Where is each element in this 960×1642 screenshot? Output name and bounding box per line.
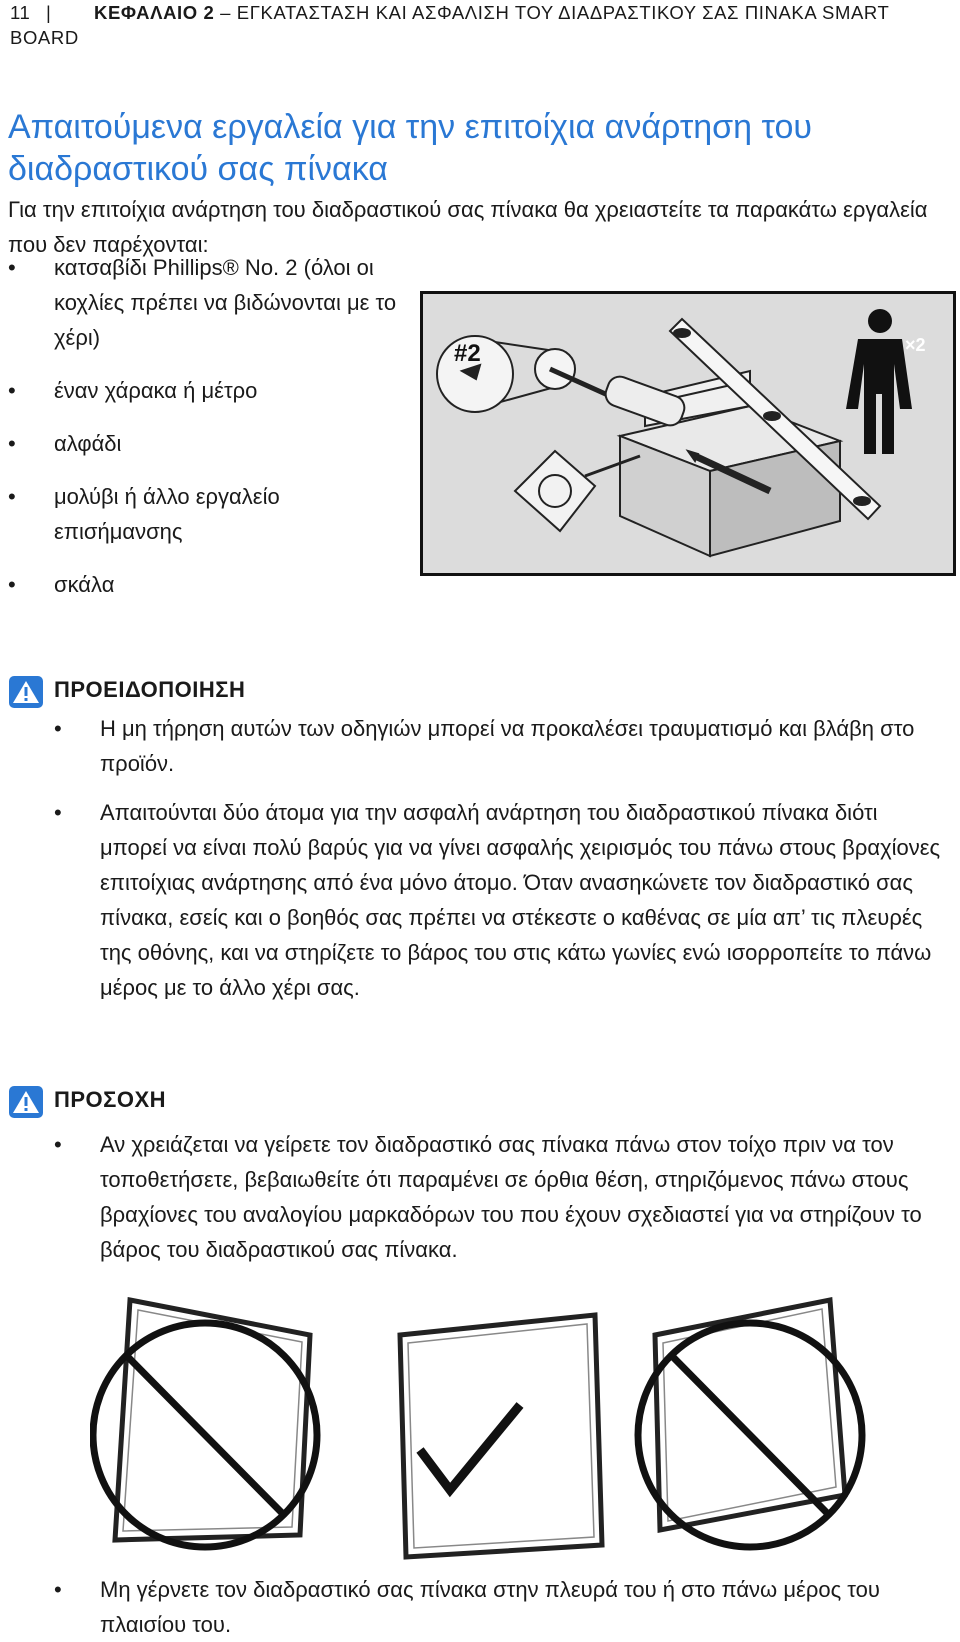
section-intro: Για την επιτοίχια ανάρτηση του διαδραστικού σας πίνακα θα χρειαστείτε τα παρακάτω εργαλεία που δεν παρέχονται: xyxy=(8,197,928,257)
people-count-label: ×2 xyxy=(905,335,926,355)
caution-icon xyxy=(8,1085,44,1119)
tool-text: κατσαβίδι Phillips® No. 2 (όλοι οι κοχλίες πρέπει να βιδώνονται με το χέρι) xyxy=(54,255,397,350)
header-separator: | xyxy=(46,2,52,23)
tool-text: αλφάδι xyxy=(54,431,122,456)
list-item xyxy=(8,1127,950,1267)
list-item xyxy=(8,567,408,602)
chapter-label: ΚΕΦΑΛΑΙΟ 2 xyxy=(94,2,215,23)
caution-text: Αν χρειάζεται να γείρετε τον διαδραστικό σας πίνακα πάνω στον τοίχο πριν να τον τοποθετήσετε, βεβαιωθείτε ότι παραμένει σε όρθια θέση, στηριζόμενος πάνω στους βραχίονες του αναλογίου μαρκαδόρων του που έχουν σχεδιαστεί για να στηρίζουν το βάρος του διαδραστικού σας πίνακα. xyxy=(100,1132,922,1262)
screwdriver-size-label: #2 xyxy=(454,340,481,367)
bullet: • xyxy=(54,1132,62,1157)
warning-icon xyxy=(8,675,44,709)
warning-list xyxy=(8,711,950,1019)
board-upright-figure xyxy=(400,1315,602,1557)
board-tilted-side-figure xyxy=(93,1300,317,1547)
list-item xyxy=(8,1572,950,1642)
bullet: • xyxy=(8,572,16,597)
tool-text: μολύβι ή άλλο εργαλείο επισήμανσης xyxy=(54,484,280,544)
warning-text: Απαιτούνται δύο άτομα για την ασφαλή ανάρτηση του διαδραστικού πίνακα διότι μπορεί να είναι πολύ βαρύς για να γίνει ασφαλής χειρισμός του πάνω στους βραχίονες επιτοίχιας ανάρτησης από ένα μόνο άτομο. Όταν ανασηκώνετε τον διαδραστικό σας πίνακα, εσείς και ο βοηθός σας πρέπει να στέκεστε ο καθένας σε μία απ’ τις πλευρές της οθόνης, και να στηρίζετε το βάρος του στις κάτω γωνίες ενώ ισορροπείτε το πάνω μέρος με το άλλο χέρι σας. xyxy=(100,800,941,1000)
bullet: • xyxy=(54,800,62,825)
bottom-list xyxy=(8,1572,958,1642)
list-item xyxy=(8,373,408,408)
tools-illustration xyxy=(420,291,956,576)
bottom-text: Μη γέρνετε τον διαδραστικό σας πίνακα στην πλευρά του ή στο πάνω μέρος του πλαισίου του. xyxy=(100,1577,880,1637)
list-item xyxy=(8,426,408,461)
warning-text: Η μη τήρηση αυτών των οδηγιών μπορεί να προκαλέσει τραυματισμό και βλάβη στο προϊόν. xyxy=(100,716,915,776)
chapter-title: – ΕΓΚΑΤΑΣΤΑΣΗ ΚΑΙ ΑΣΦΑΛΙΣΗ ΤΟΥ ΔΙΑΔΡΑΣΤΙΚΟΥ ΣΑΣ ΠΙΝΑΚΑ SMART BOARD xyxy=(10,2,890,48)
board-orientation-illustrations xyxy=(90,1295,950,1565)
bullet: • xyxy=(8,255,16,280)
warning-heading: ΠΡΟΕΙΔΟΠΟΙΗΣΗ xyxy=(54,677,246,702)
tool-text: σκάλα xyxy=(54,572,115,597)
list-item xyxy=(8,479,408,549)
bullet: • xyxy=(8,431,16,456)
list-item xyxy=(8,250,408,355)
tool-text: έναν χάρακα ή μέτρο xyxy=(54,378,258,403)
section-title: Απαιτούμενα εργαλεία για την επιτοίχια ανάρτηση του διαδραστικού σας πίνακα xyxy=(8,108,812,188)
tools-list xyxy=(8,250,408,620)
list-item xyxy=(8,795,950,1005)
running-header xyxy=(10,0,940,50)
bullet: • xyxy=(8,484,16,509)
list-item xyxy=(8,711,950,781)
bullet: • xyxy=(8,378,16,403)
page-number: 11 xyxy=(10,2,31,23)
bullet: • xyxy=(54,1577,62,1602)
board-tilted-top-figure xyxy=(638,1300,862,1547)
bullet: • xyxy=(54,716,62,741)
caution-list xyxy=(8,1127,950,1281)
caution-heading: ΠΡΟΣΟΧΗ xyxy=(54,1087,167,1112)
